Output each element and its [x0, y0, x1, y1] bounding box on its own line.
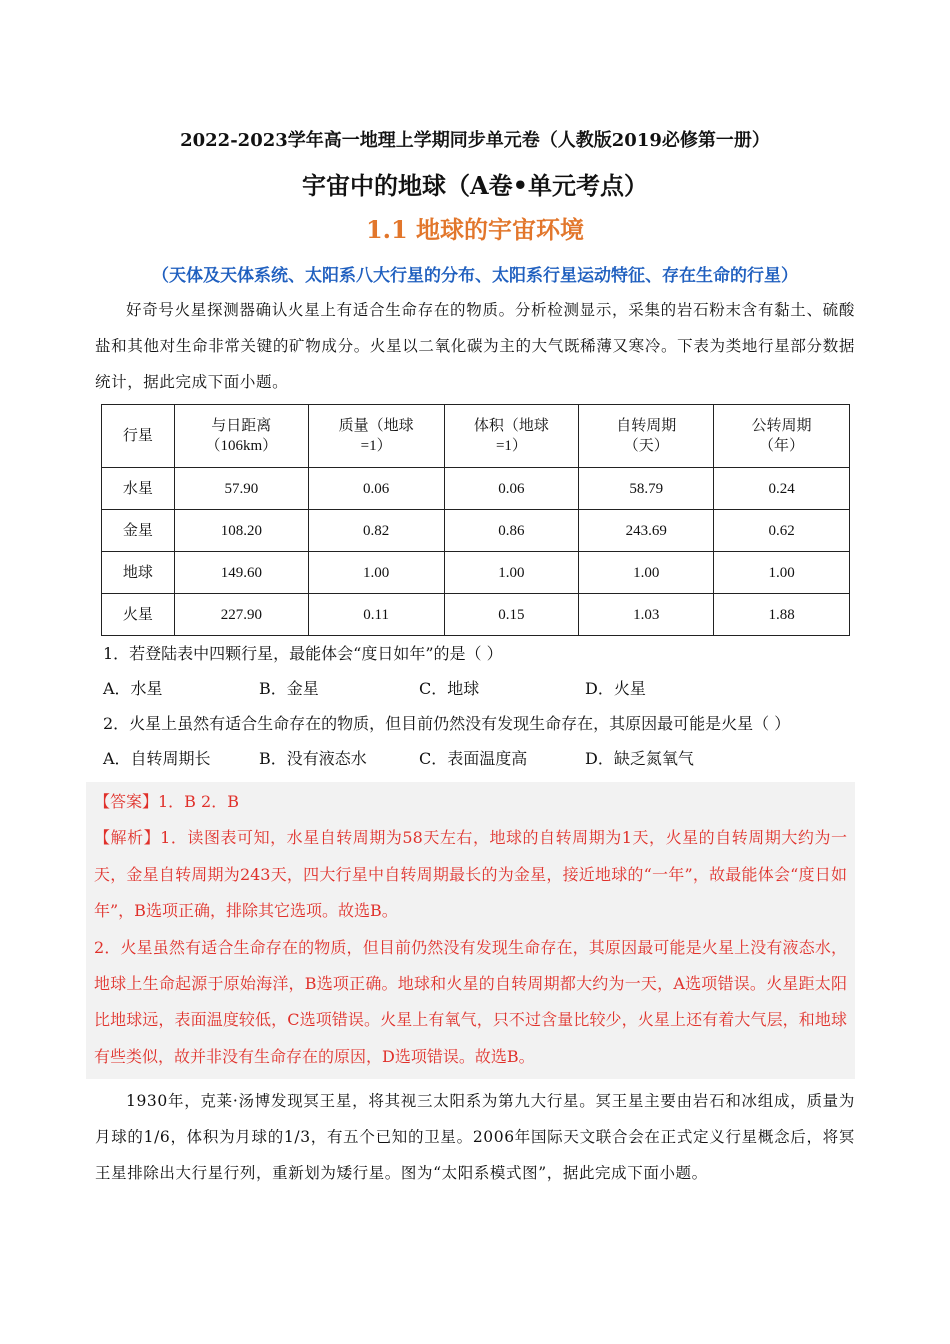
cell-revolution: 0.62 [714, 510, 850, 552]
header-mass: 质量（地球 =1） [308, 405, 444, 468]
question-2-stem: 2．火星上虽然有适合生命存在的物质，但目前仍然没有发现生命存在，其原因最可能是火星（ ） [103, 714, 791, 733]
table-row [102, 510, 850, 552]
option-b: B．没有液态水 [259, 749, 367, 768]
table-row [102, 468, 850, 510]
passage-pluto: 1930年，克莱·汤博发现冥王星，将其视三太阳系为第九大行星。冥王星主要由岩石和冰组成，质量为月球的1/6，体积为月球的1/3，有五个已知的卫星。2006年国际天文联合会在正式定义行星概念后，将冥王星排除出大行星行列，重新划为矮行星。图为“太阳系模式图”，据此完成下面小题。 [95, 1092, 855, 1183]
table-row [102, 594, 850, 636]
cell-volume: 0.06 [444, 468, 579, 510]
option-c: C．地球 [419, 679, 480, 698]
cell-revolution: 1.00 [714, 552, 850, 594]
cell-rotation: 243.69 [579, 510, 714, 552]
header-rotation: 自转周期 （天） [579, 405, 714, 468]
analysis-1: 【解析】1．读图表可知，水星自转周期为58天左右，地球的自转周期为1天，火星的自转周期大约为一天，金星自转周期为243天，四大行星中自转周期最长的为金星，接近地球的“一年”，故最能体会“度日如年”，B选项正确，排除其它选项。故选B。 [94, 828, 847, 921]
cell-mass: 0.82 [308, 510, 444, 552]
cell-distance: 57.90 [174, 468, 308, 510]
cell-distance: 227.90 [174, 594, 308, 636]
cell-distance: 108.20 [174, 510, 308, 552]
cell-volume: 1.00 [444, 552, 579, 594]
cell-rotation: 1.03 [579, 594, 714, 636]
topics-line: （天体及天体系统、太阳系八大行星的分布、太阳系行星运动特征、存在生命的行星） [152, 266, 798, 286]
cell-planet: 地球 [102, 552, 175, 594]
cell-planet: 火星 [102, 594, 175, 636]
answer-analysis-box [86, 782, 855, 1079]
header-volume: 体积（地球 =1） [444, 405, 579, 468]
question-2-options [103, 741, 950, 776]
cell-mass: 0.06 [308, 468, 444, 510]
question-1-options [103, 671, 950, 706]
header-planet: 行星 [102, 405, 175, 468]
option-d: D．缺乏氮氧气 [585, 749, 694, 768]
option-d: D．火星 [585, 679, 646, 698]
cell-revolution: 1.88 [714, 594, 850, 636]
header-revolution: 公转周期 （年） [714, 405, 850, 468]
table-row [102, 552, 850, 594]
option-a: A．水星 [103, 679, 163, 698]
cell-planet: 金星 [102, 510, 175, 552]
passage-mars: 好奇号火星探测器确认火星上有适合生命存在的物质。分析检测显示，采集的岩石粉末含有黏土、硫酸盐和其他对生命非常关键的矿物成分。火星以二氧化碳为主的大气既稀薄又寒冷。下表为类地行星部分数据统计，据此完成下面小题。 [95, 301, 855, 391]
cell-rotation: 58.79 [579, 468, 714, 510]
cell-mass: 1.00 [308, 552, 444, 594]
header-distance: 与日距离 （106km） [174, 405, 308, 468]
unit-title: 宇宙中的地球（A卷•单元考点） [302, 171, 648, 200]
question-1-stem: 1．若登陆表中四颗行星，最能体会“度日如年”的是（ ） [103, 644, 503, 663]
planet-data-table [101, 404, 850, 636]
analysis-2: 2．火星虽然有适合生命存在的物质，但目前仍然没有发现生命存在，其原因最可能是火星上没有液态水，地球上生命起源于原始海洋，B选项正确。地球和火星的自转周期都大约为一天，A选项错误。火星距太阳比地球远，表面温度较低，C选项错误。火星上有氧气，只不过含量比较少，火星上还有着大气层，和地球有些类似，故并非没有生命存在的原因，D选项错误。故选B。 [94, 937, 847, 1066]
option-a: A．自转周期长 [103, 749, 211, 768]
cell-planet: 水星 [102, 468, 175, 510]
series-title: 2022-2023学年高一地理上学期同步单元卷（人教版2019必修第一册） [180, 130, 770, 151]
option-c: C．表面温度高 [419, 749, 528, 768]
cell-revolution: 0.24 [714, 468, 850, 510]
cell-volume: 0.15 [444, 594, 579, 636]
cell-rotation: 1.00 [579, 552, 714, 594]
option-b: B．金星 [259, 679, 319, 698]
cell-volume: 0.86 [444, 510, 579, 552]
table-header-row [102, 405, 850, 468]
answer-line: 【答案】1．B 2．B [94, 792, 239, 811]
section-title: 1.1 地球的宇宙环境 [365, 215, 585, 244]
cell-mass: 0.11 [308, 594, 444, 636]
cell-distance: 149.60 [174, 552, 308, 594]
